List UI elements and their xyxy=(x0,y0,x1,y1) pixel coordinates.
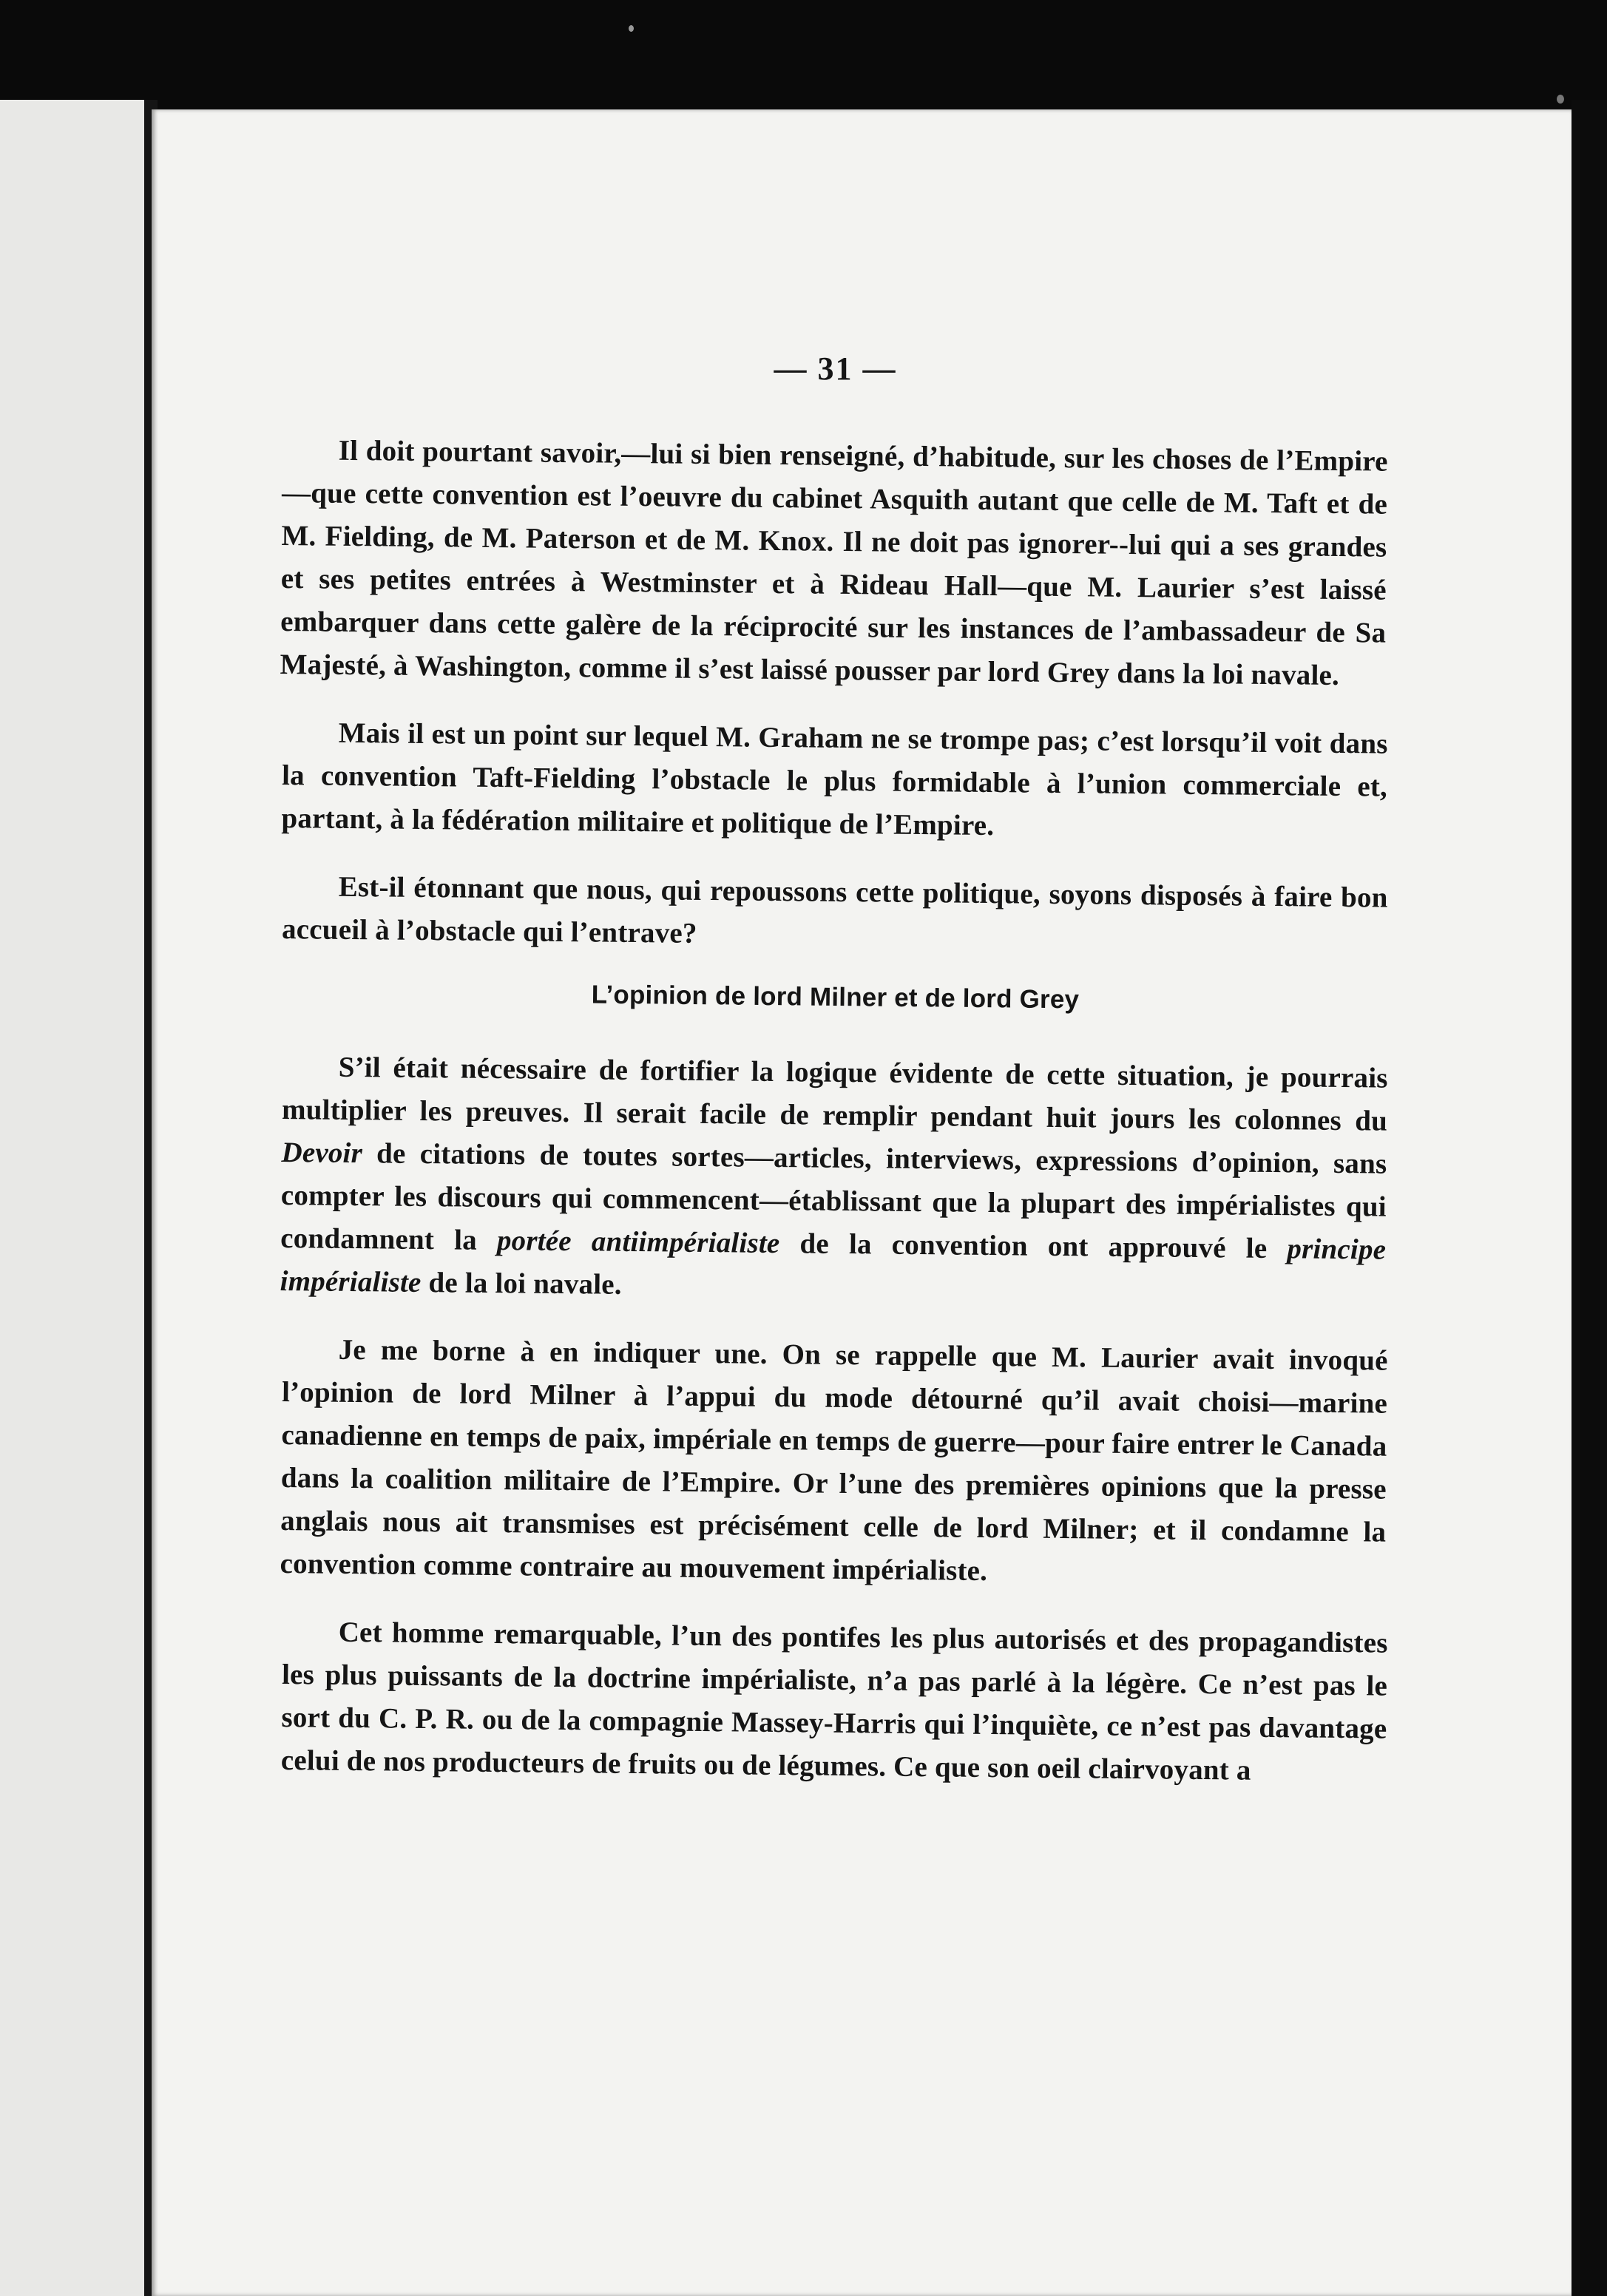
paragraph: Est-il étonnant que nous, qui repoussons cette politique, soyons disposés à faire bon accueil à l’obstacle qui l’entrave? xyxy=(281,870,1388,949)
italic-text: Devoir xyxy=(281,1136,363,1170)
page-text-block xyxy=(280,348,1388,1807)
facing-page-edge xyxy=(0,100,144,2296)
scan-top-border xyxy=(0,0,1607,111)
text-run: S’il était nécessaire de fortifier la logique évidente de cette situation, je pourrais multiplier les preuves. Il serait facile de remplir pendant huit jours les colonnes du xyxy=(281,1051,1388,1137)
italic-text: portée antiimpérialiste xyxy=(496,1225,780,1260)
italic-text: principe impérialiste xyxy=(280,1233,1387,1298)
paragraph: Il doit pourtant savoir,—lui si bien renseigné, d’habitude, sur les choses de l’Empire—que cette convention est l’oeuvre du cabinet Asquith autant que celle de M. Taft et de M. Fielding, de M. Paterson et de M. Knox. Il ne doit pas ignorer--lui qui a ses grandes et ses petites entrées à Westminster et à Rideau Hall—que M. Laurier s’est laissé embarquer dans cette galère de la réciprocité sur les instances de l’ambassadeur de Sa Majesté, à Washington, comme il s’est laissé pousser par lord Grey dans la loi navale. xyxy=(280,434,1388,691)
section-heading: L’opinion de lord Milner et de lord Grey xyxy=(591,980,1080,1015)
paragraph: Mais il est un point sur lequel M. Graham ne se trompe pas; c’est lorsqu’il voit dans la convention Taft-Fielding l’obstacle le plus formidable à l’union commerciale et, partant, à la fédération militaire et politique de l’Empire. xyxy=(281,717,1388,842)
paragraph: Cet homme remarquable, l’un des pontifes les plus autorisés et des propagandistes les plus puissants de la doctrine impérialiste, n’a pas parlé à la légère. Ce n’est pas le sort du C. P. R. ou de la compagnie Massey-Harris qui l’inquiète, ce n’est pas davantage celui de nos producteurs de fruits ou de légumes. Ce que son oeil clairvoyant a xyxy=(280,1616,1388,1787)
page-number: — 31 — xyxy=(774,351,897,387)
paragraph xyxy=(280,1046,1388,1315)
text-run: de la convention ont approuvé le xyxy=(779,1227,1288,1265)
dust-speck xyxy=(1557,95,1564,104)
paragraph: Je me borne à en indiquer une. On se rappelle que M. Laurier avait invoqué l’opinion de lord Milner à l’appui du mode détourné qu’il avait choisi—marine canadienne en temps de paix, impériale en temps de guerre—pour faire entrer le Canada dans la coalition militaire de l’Empire. Or l’une des premières opinions que la presse anglais nous ait transmises est précisément celle de lord Milner; et il condamne la convention comme contraire au mouvement impérialiste. xyxy=(280,1333,1388,1587)
text-run: de la loi navale. xyxy=(421,1266,622,1301)
text-run: de citations de toutes sortes—articles, interviews, expressions d’opinion, sans compter les discours qui commencent—établissant que la plupart des impérialistes qui condamnent la xyxy=(280,1137,1387,1257)
scan-right-border xyxy=(1572,100,1607,2296)
dust-speck xyxy=(629,25,634,32)
